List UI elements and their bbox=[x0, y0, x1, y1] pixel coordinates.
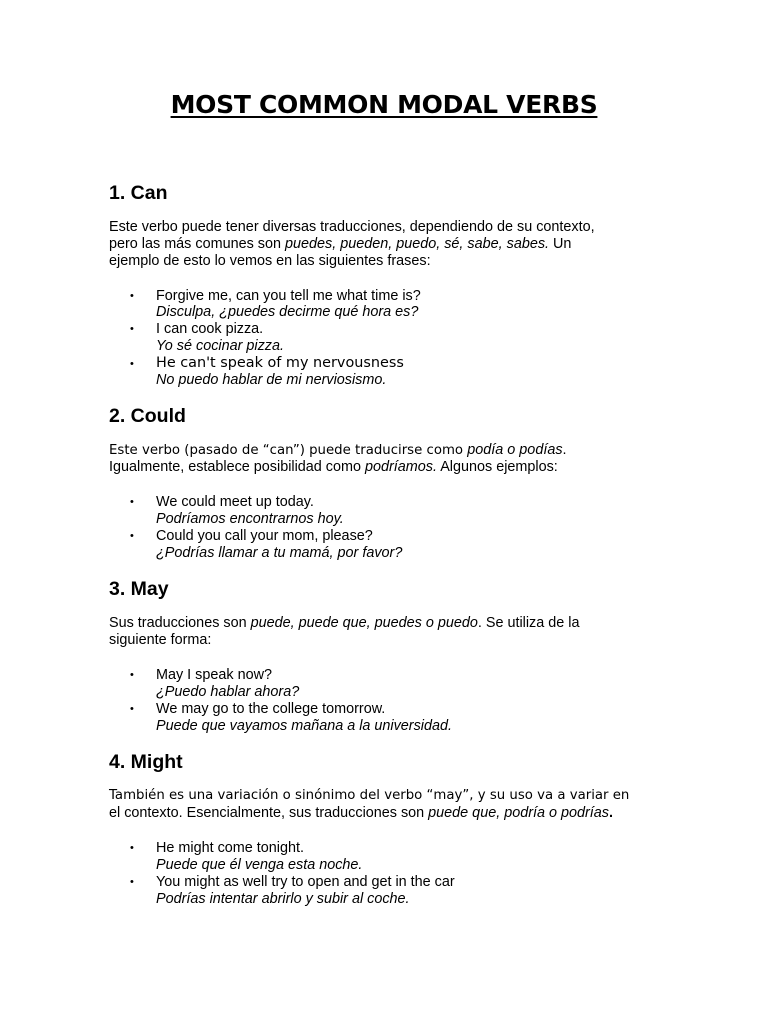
example-english: He can't speak of my nervousness bbox=[156, 355, 404, 371]
example-spanish: Disculpa, ¿puedes decirme qué hora es? bbox=[156, 304, 419, 320]
intro-text: Este verbo (pasado de “can”) puede traducirse como bbox=[109, 443, 468, 458]
section-intro-line bbox=[109, 459, 649, 476]
bullet-marker: • bbox=[130, 669, 134, 681]
example-spanish: Podríamos encontrarnos hoy. bbox=[156, 511, 344, 527]
example-english: You might as well try to open and get in the car bbox=[156, 874, 455, 890]
section-intro-line: Este verbo puede tener diversas traducciones, dependiendo de su contexto, bbox=[109, 219, 595, 235]
example-english: I can cook pizza. bbox=[156, 321, 264, 337]
bullet-marker: • bbox=[130, 842, 134, 854]
section-heading-could: 2. Could bbox=[109, 405, 186, 427]
intro-text: Igualmente, establece posibilidad como bbox=[109, 459, 365, 475]
intro-italic-text: puede, puede que, puedes o puedo bbox=[250, 615, 478, 631]
example-spanish: No puedo hablar de mi nerviosismo. bbox=[156, 372, 387, 388]
bullet-marker: • bbox=[130, 358, 134, 370]
example-english: We could meet up today. bbox=[156, 494, 314, 510]
example-english: May I speak now? bbox=[156, 667, 272, 683]
example-spanish: Puede que él venga esta noche. bbox=[156, 857, 363, 873]
example-spanish: Yo sé cocinar pizza. bbox=[156, 338, 284, 354]
intro-text: Un bbox=[549, 236, 572, 252]
example-english: He might come tonight. bbox=[156, 840, 304, 856]
example-english: We may go to the college tomorrow. bbox=[156, 701, 386, 717]
intro-text: . bbox=[562, 442, 567, 458]
section-intro-line: ejemplo de esto lo vemos en las siguientes frases: bbox=[109, 253, 431, 269]
intro-text: Sus traducciones son bbox=[109, 615, 251, 631]
section-heading-can: 1. Can bbox=[109, 182, 168, 204]
bullet-marker: • bbox=[130, 496, 134, 508]
example-english: Forgive me, can you tell me what time is? bbox=[156, 288, 421, 304]
page-title-text: MOST COMMON MODAL VERBS bbox=[170, 90, 598, 119]
section-intro-line: siguiente forma: bbox=[109, 632, 212, 648]
intro-italic-text: podía o podías bbox=[467, 442, 563, 458]
example-spanish: ¿Podrías llamar a tu mamá, por favor? bbox=[156, 545, 403, 561]
intro-italic-text: puedes, pueden, puedo, sé, sabe, sabes. bbox=[284, 236, 550, 252]
intro-italic-text: puede que, podría o podrías bbox=[428, 805, 609, 821]
example-spanish: Puede que vayamos mañana a la universidad. bbox=[156, 718, 452, 734]
example-spanish: ¿Puedo hablar ahora? bbox=[156, 684, 300, 700]
intro-text: . Se utiliza de la bbox=[477, 615, 580, 631]
bullet-marker: • bbox=[130, 703, 134, 715]
intro-text: el contexto. Esencialmente, sus traducciones son bbox=[109, 805, 429, 821]
bullet-marker: • bbox=[130, 876, 134, 888]
example-spanish: Podrías intentar abrirlo y subir al coche. bbox=[156, 891, 410, 907]
example-english: Could you call your mom, please? bbox=[156, 528, 373, 544]
intro-italic-text: podríamos. bbox=[365, 459, 437, 475]
section-intro-line bbox=[109, 236, 649, 253]
intro-text: . bbox=[609, 805, 613, 821]
section-intro-line bbox=[109, 805, 649, 822]
bullet-marker: • bbox=[130, 290, 134, 302]
intro-text: pero las más comunes son bbox=[109, 236, 285, 252]
intro-text: Algunos ejemplos: bbox=[437, 459, 558, 475]
bullet-marker: • bbox=[130, 323, 134, 335]
section-heading-may: 3. May bbox=[109, 578, 169, 600]
section-intro-line: También es una variación o sinónimo del verbo “may”, y su uso va a variar en bbox=[109, 788, 630, 803]
bullet-marker: • bbox=[130, 530, 134, 542]
section-intro-line bbox=[109, 615, 649, 632]
section-intro-line bbox=[109, 442, 649, 460]
section-heading-might: 4. Might bbox=[109, 751, 183, 773]
page-title bbox=[0, 88, 768, 122]
